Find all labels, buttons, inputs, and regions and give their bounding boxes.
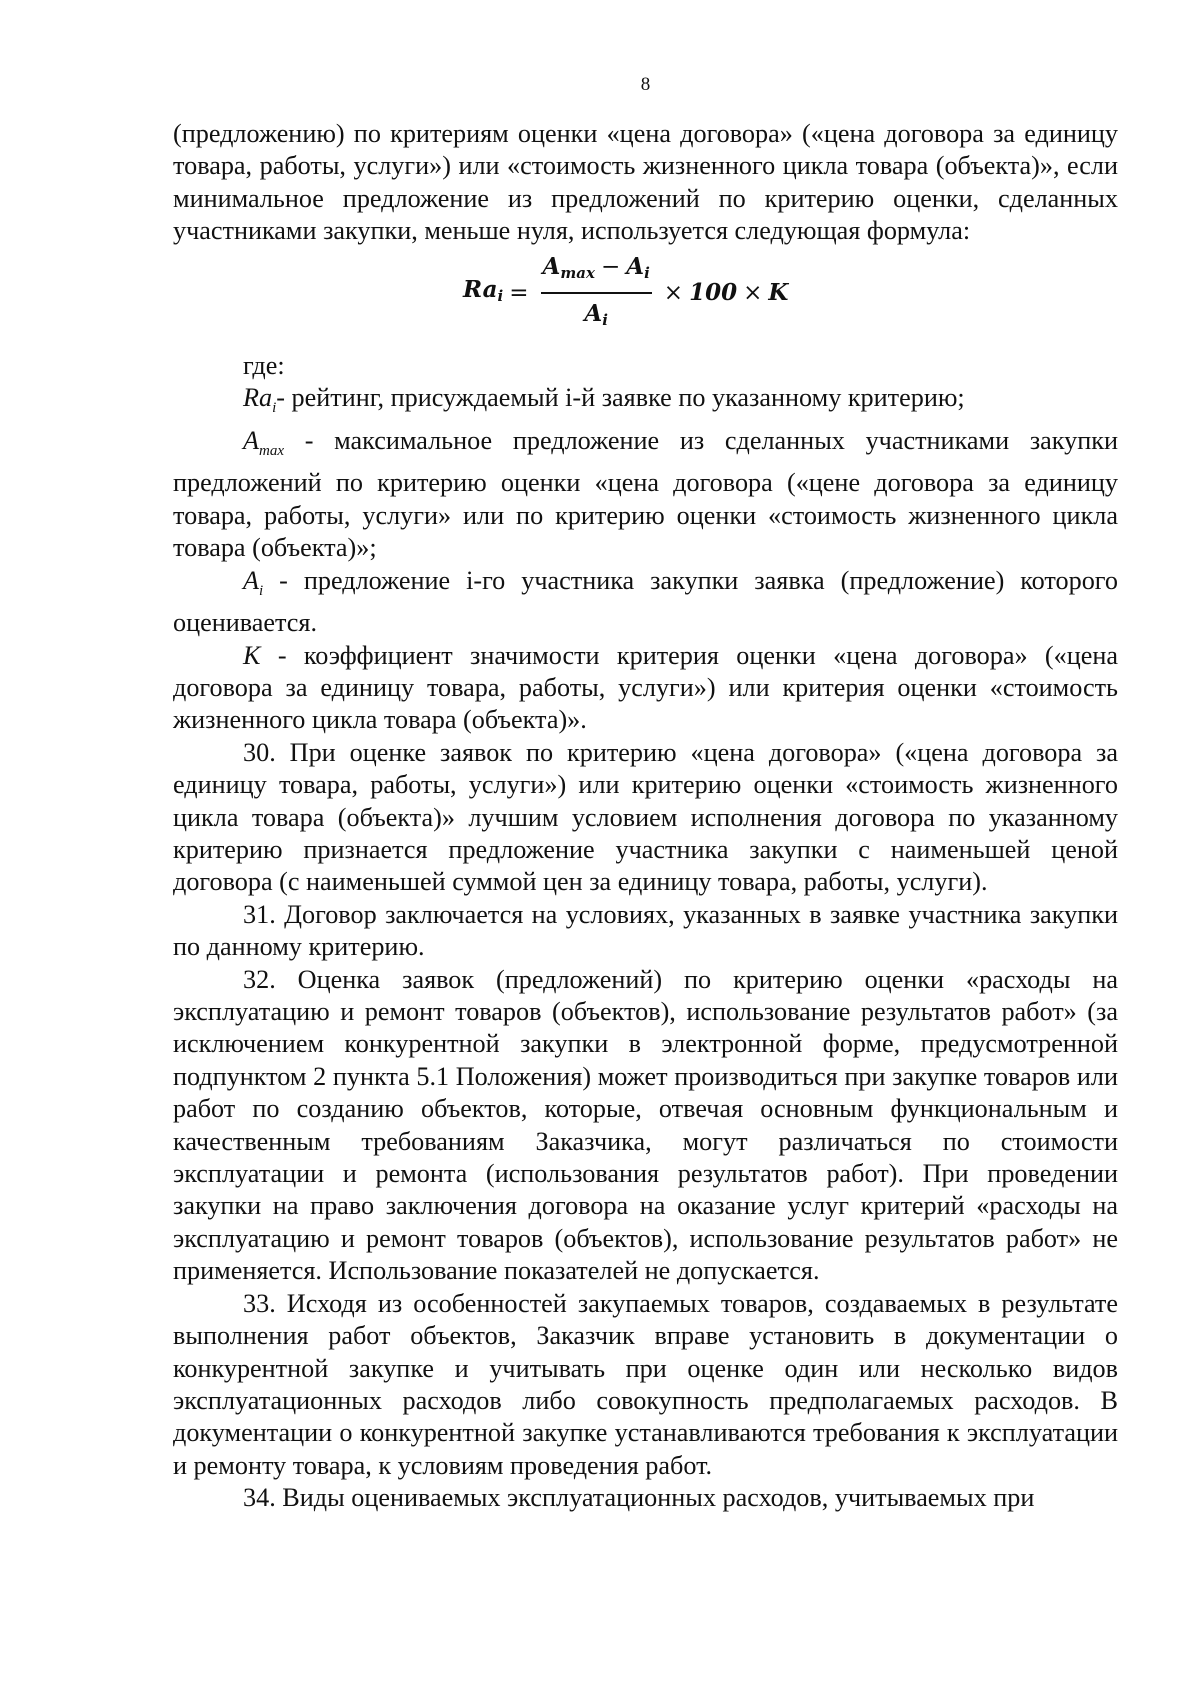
- formula-lhs: [463, 274, 503, 312]
- definition-text: - коэффициент значимости критерия оценки «цена договора» («цена договора за единицу товара, работы, услуги») или критерия оценки «стоимость жизненного цикла товара (объекта)».: [173, 640, 1118, 735]
- formula-denominator: [584, 294, 608, 338]
- document-page: [173, 0, 1118, 1697]
- formula-coefficient: K: [768, 279, 789, 307]
- formula-lhs-sub: i: [497, 287, 504, 306]
- paragraph-34: 34. Виды оцениваемых эксплуатационных расходов, учитываемых при: [243, 1483, 1035, 1513]
- formula-minus: −: [600, 253, 621, 280]
- definition-k: [173, 640, 1118, 737]
- formula-lhs-base: Ra: [463, 276, 498, 304]
- formula-fraction: [541, 250, 652, 338]
- formula-constant: 100: [689, 279, 738, 307]
- formula-num-b-sub: i: [644, 263, 650, 282]
- page-number: 8: [640, 74, 651, 95]
- document-body: [173, 118, 1118, 1515]
- definition-symbol: K: [243, 640, 261, 670]
- formula-den-sub: i: [602, 310, 608, 329]
- formula-num-a-sub: max: [560, 263, 595, 282]
- definition-text: - предложение i-го участника закупки заявка (предложение) которого оценивается.: [173, 565, 1118, 638]
- definition-amax: [173, 425, 1118, 565]
- paragraph-33: 33. Исходя из особенностей закупаемых товаров, создаваемых в результате выполнения работ объектов, Заказчик вправе установить в документации о конкурентной закупке и учитывать при оценке один или несколько видов эксплуатационных расходов либо совокупность предполагаемых расходов. В документации о конкурентной закупке устанавливаются требования к эксплуатации и ремонту товара, к условиям проведения работ.: [173, 1288, 1118, 1480]
- definition-text: - максимальное предложение из сделанных участниками закупки предложений по критерию оценки «цена договора («цене договора за единицу товара, работы, услуги» или по критерию оценки «стоимость жизненного цикла товара (объекта)»;: [173, 425, 1118, 563]
- formula-num-b: A: [626, 252, 645, 280]
- definition-ai: [173, 565, 1118, 640]
- paragraph-30: 30. При оценке заявок по критерию «цена договора» («цена договора за единицу товара, работы, услуги») или критерию оценки «стоимость жизненного цикла товара (объекта)» лучшим условием исполнения договора по указанному критерию признается предложение участника закупки с наименьшей ценой договора (с наименьшей суммой цен за единицу товара, работы, услуги).: [173, 737, 1118, 897]
- definition-ra: [173, 382, 1118, 425]
- formula-expression: [463, 253, 788, 335]
- definition-symbol: $A_{max}$: [243, 425, 284, 459]
- definition-symbol: $A_i$: [243, 565, 264, 599]
- formula-num-a: A: [542, 252, 561, 280]
- where-label: где:: [243, 350, 285, 380]
- definition-text: - рейтинг, присуждаемый i-й заявке по указанному критерию;: [276, 383, 965, 413]
- formula-den: A: [584, 299, 603, 327]
- formula-times-2: ×: [743, 280, 763, 307]
- formula-times-1: ×: [663, 280, 684, 307]
- formula-equals: =: [509, 280, 529, 307]
- paragraph-32: 32. Оценка заявок (предложений) по критерию оценки «расходы на эксплуатацию и ремонт товаров (объектов), использование результатов работ» (за исключением конкурентной закупки в электронной форме, предусмотренной подпунктом 2 пункта 5.1 Положения) может производиться при закупке товаров или работ по созданию объектов, которые, отвечая основным функциональным и качественным требованиям Заказчика, могут различаться по стоимости эксплуатации и ремонта (использования результатов работ). При проведении закупки на право заключения договора на оказание услуг критерий «расходы на эксплуатацию и ремонт товаров (объектов), использование результатов работ» не применяется. Использование показателей не допускается.: [173, 964, 1118, 1286]
- rating-formula: [173, 248, 1118, 350]
- definition-symbol: $Ra_i$: [243, 383, 277, 417]
- formula-numerator: [541, 250, 652, 294]
- intro-paragraph: (предложению) по критериям оценки «цена договора» («цена договора за единицу товара, работы, услуги») или «стоимость жизненного цикла товара (объекта)», если минимальное предложение из предложений по критерию оценки, сделанных участниками закупки, меньше нуля, используется следующая формула:: [173, 119, 1118, 246]
- paragraph-31: 31. Договор заключается на условиях, указанных в заявке участника закупки по данному критерию.: [173, 899, 1118, 962]
